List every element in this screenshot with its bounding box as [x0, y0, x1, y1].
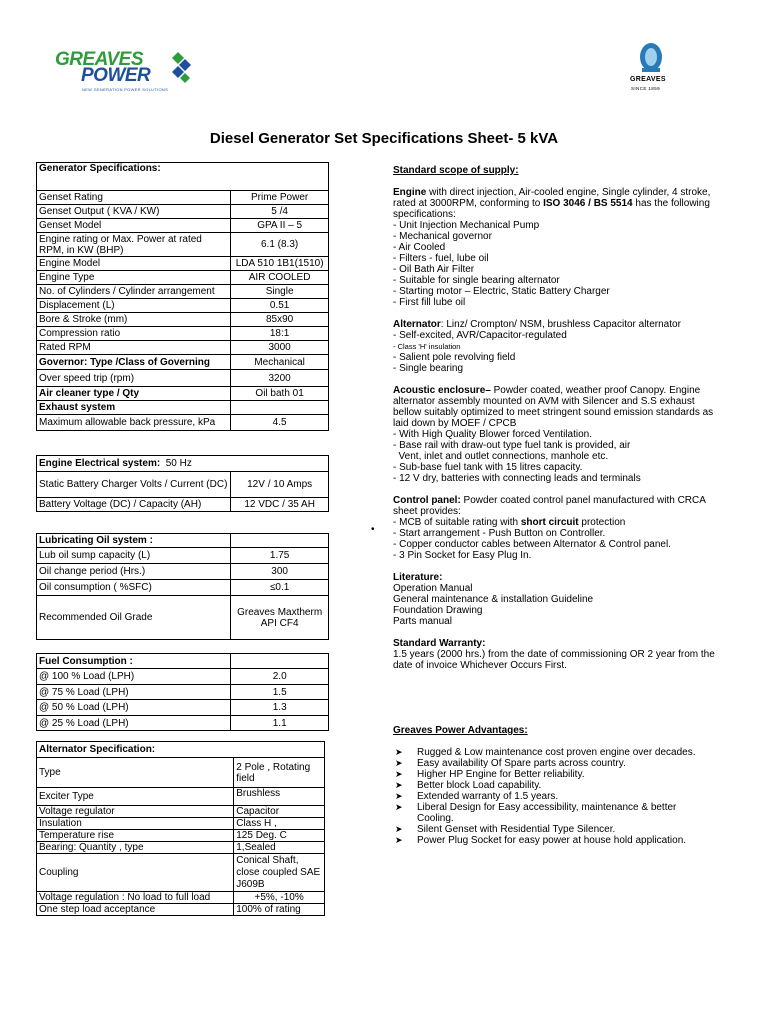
- arrow-icon: ➤: [395, 791, 403, 801]
- table-row: [37, 355, 329, 370]
- logo-diamond-icon: [170, 50, 192, 84]
- fuel-consumption-table: [36, 653, 329, 731]
- cell-value: 1.75: [231, 548, 329, 564]
- table-row: [37, 370, 329, 387]
- warranty-text: 1.5 years (2000 hrs.) from the date of commissioning OR 2 year from the date of invoice Whichever Occurs First.: [393, 649, 715, 671]
- table-row: [37, 904, 325, 916]
- arrow-icon: ➤: [395, 758, 403, 768]
- arrow-icon: ➤: [395, 824, 403, 834]
- arrow-icon: ➤: [395, 769, 403, 779]
- advantage-text: Higher HP Engine for Better reliability.: [417, 769, 585, 780]
- cell-label: Over speed trip (rpm): [37, 370, 231, 387]
- engine-spec-list: [393, 220, 723, 308]
- list-item: - Unit Injection Mechanical Pump: [393, 220, 540, 231]
- arrow-icon: ➤: [395, 835, 403, 845]
- list-item: [393, 802, 713, 824]
- table-row: [37, 669, 329, 685]
- generator-spec-table: [36, 162, 329, 431]
- table-row: [37, 716, 329, 731]
- emblem-since: SINCE 1859: [631, 86, 661, 91]
- control-panel-text: Powder coated control panel manufactured with CRCA sheet provides:: [393, 495, 706, 517]
- cell-value: 12 VDC / 35 AH: [231, 498, 329, 512]
- cell-value: 2 Pole , Rotating field: [234, 758, 325, 788]
- table-row: [37, 415, 329, 431]
- protection-text: protection: [578, 517, 626, 528]
- acoustic-list: [393, 429, 723, 484]
- literature-list: [393, 583, 723, 627]
- cell-value: GPA II – 5: [231, 219, 329, 233]
- list-item: - Start arrangement - Push Button on Controller.: [393, 528, 606, 539]
- table-row: [37, 271, 329, 285]
- cell-label: Temperature rise: [37, 830, 234, 842]
- advantages-list: [393, 747, 713, 846]
- cell-label: One step load acceptance: [37, 904, 234, 916]
- scope-heading: Standard scope of supply:: [393, 165, 519, 176]
- cell-label: Air cleaner type / Qty: [37, 387, 231, 401]
- cell-label: Compression ratio: [37, 327, 231, 341]
- greaves-emblem-logo: [626, 40, 676, 100]
- engine-text: with direct injection, Air-cooled engine, Single cylinder, 4 stroke, rated at 3000RPM, conforming to: [393, 187, 711, 209]
- cell-label: Oil consumption ( %SFC): [37, 580, 231, 596]
- list-item: - Filters - fuel, lube oil: [393, 253, 489, 264]
- list-item: [393, 769, 713, 780]
- table-row: [37, 854, 325, 892]
- warranty-label: Standard Warranty:: [393, 638, 486, 649]
- table-row: [37, 758, 325, 788]
- cell-label: Static Battery Charger Volts / Current (DC): [37, 472, 231, 498]
- list-item: [393, 791, 713, 802]
- alternator-paragraph: [393, 319, 723, 330]
- table-row: [37, 498, 329, 512]
- list-item: - 12 V dry, batteries with connecting leads and terminals: [393, 473, 641, 484]
- cell-label: Engine rating or Max. Power at rated RPM, in KW (BHP): [37, 233, 231, 257]
- table-row: [37, 387, 329, 401]
- control-panel-list: [393, 517, 723, 561]
- alternator-spec-list: [393, 330, 723, 374]
- list-item: - Sub-base fuel tank with 15 litres capacity.: [393, 462, 583, 473]
- literature-label: Literature:: [393, 572, 443, 583]
- advantage-text: Silent Genset with Residential Type Silencer.: [417, 824, 616, 835]
- scope-of-supply: [393, 165, 723, 671]
- list-item: - Suitable for single bearing alternator: [393, 275, 560, 286]
- acoustic-label: Acoustic enclosure–: [393, 385, 491, 396]
- table-row: [37, 257, 329, 271]
- lube-oil-heading: Lubricating Oil system :: [37, 534, 231, 548]
- logo-tagline: NEW GENERATION POWER SOLUTIONS: [82, 87, 169, 92]
- short-circuit-text: short circuit: [520, 517, 579, 528]
- cell-label: Voltage regulator: [37, 806, 234, 818]
- list-item: - Salient pole revolving field: [393, 352, 516, 363]
- table-row: [37, 341, 329, 355]
- emblem-name: GREAVES: [630, 76, 666, 83]
- cell-label: Coupling: [37, 854, 234, 892]
- cell-value: 18:1: [231, 327, 329, 341]
- list-item: [393, 824, 713, 835]
- alternator-heading: Alternator Specification:: [37, 742, 325, 758]
- cell-value: 1.3: [231, 700, 329, 716]
- advantage-text: Power Plug Socket for easy power at house hold application.: [417, 835, 687, 846]
- cell-label: Genset Model: [37, 219, 231, 233]
- cell-label: Type: [37, 758, 234, 788]
- advantage-text: Rugged & Low maintenance cost proven engine over decades.: [417, 747, 696, 758]
- table-row: [37, 564, 329, 580]
- cell-value: 5 /4: [231, 205, 329, 219]
- table-row: [37, 205, 329, 219]
- fuel-heading: Fuel Consumption :: [37, 654, 231, 669]
- electrical-spec-table: [36, 455, 329, 512]
- cell-value: 300: [231, 564, 329, 580]
- list-item: [393, 517, 723, 528]
- list-item: - Single bearing: [393, 363, 464, 374]
- cell-label: Recommended Oil Grade: [37, 596, 231, 640]
- arrow-icon: ➤: [395, 802, 403, 812]
- list-item: Foundation Drawing: [393, 605, 483, 616]
- table-row: [37, 327, 329, 341]
- cell-label: Bore & Stroke (mm): [37, 313, 231, 327]
- cell-value: AIR COOLED: [231, 271, 329, 285]
- advantage-text: Extended warranty of 1.5 years.: [417, 791, 559, 802]
- advantage-text: Better block Load capability.: [417, 780, 542, 791]
- table-row: [37, 219, 329, 233]
- cell-value: 1.1: [231, 716, 329, 731]
- list-item: - Starting motor – Electric, Static Battery Charger: [393, 286, 610, 297]
- list-item: - 3 Pin Socket for Easy Plug In.: [393, 550, 532, 561]
- list-item: [393, 758, 713, 769]
- cell-label: @ 75 % Load (LPH): [37, 685, 231, 700]
- list-item: - Mechanical governor: [393, 231, 492, 242]
- cell-label: Exhaust system: [37, 401, 231, 415]
- cell-label: Oil change period (Hrs.): [37, 564, 231, 580]
- electrical-heading: [37, 456, 329, 472]
- cell-label: Voltage regulation : No load to full load: [37, 892, 234, 904]
- table-row: [37, 788, 325, 806]
- cell-label: Rated RPM: [37, 341, 231, 355]
- table-row: [37, 191, 329, 205]
- cell-value: +5%, -10%: [234, 892, 325, 904]
- acoustic-paragraph: [393, 385, 723, 429]
- greaves-power-logo: [52, 48, 192, 96]
- cell-value: 3200: [231, 370, 329, 387]
- fuel-heading-blank: [231, 654, 329, 669]
- list-item: Operation Manual: [393, 583, 473, 594]
- cell-value: Capacitor: [234, 806, 325, 818]
- engine-text-end: has the following specifications:: [393, 198, 710, 220]
- cell-value: 1,Sealed: [234, 842, 325, 854]
- warranty-heading: [393, 638, 723, 649]
- cell-value: Mechanical: [231, 355, 329, 370]
- electrical-frequency: 50 Hz: [165, 458, 192, 469]
- list-item: - Self-excited, AVR/Capacitor-regulated: [393, 330, 567, 341]
- cell-value: ≤0.1: [231, 580, 329, 596]
- cell-label: Exciter Type: [37, 788, 234, 806]
- cell-label: Maximum allowable back pressure, kPa: [37, 415, 231, 431]
- advantage-text: Liberal Design for Easy accessibility, maintenance & better Cooling.: [417, 802, 677, 824]
- cell-label: Engine Type: [37, 271, 231, 285]
- control-panel-label: Control panel:: [393, 495, 461, 506]
- table-row: [37, 685, 329, 700]
- table-row: [37, 818, 325, 830]
- list-item: [393, 747, 713, 758]
- arrow-icon: ➤: [395, 780, 403, 790]
- table-row: [37, 830, 325, 842]
- alternator-spec-table: [36, 741, 325, 916]
- literature-heading: [393, 572, 723, 583]
- list-item: Vent, inlet and outlet connections, manhole etc.: [393, 451, 609, 462]
- table-row: [37, 892, 325, 904]
- lube-oil-heading-blank: [231, 534, 329, 548]
- table-row: [37, 472, 329, 498]
- cell-value: Greaves Maxtherm API CF4: [231, 596, 329, 640]
- table-row: [37, 299, 329, 313]
- electrical-heading-label: Engine Electrical system:: [39, 458, 161, 469]
- cell-value: Prime Power: [231, 191, 329, 205]
- iso-standard: ISO 3046: [543, 198, 586, 209]
- cell-label: Governor: Type /Class of Governing: [37, 355, 231, 370]
- arrow-icon: ➤: [395, 747, 403, 757]
- cell-label: Battery Voltage (DC) / Capacity (AH): [37, 498, 231, 512]
- table-row: [37, 596, 329, 640]
- list-item: - Oil Bath Air Filter: [393, 264, 475, 275]
- advantage-text: Easy availability Of Spare parts across country.: [417, 758, 626, 769]
- cell-label: Genset Rating: [37, 191, 231, 205]
- list-item: General maintenance & installation Guideline: [393, 594, 594, 605]
- cell-label: Lub oil sump capacity (L): [37, 548, 231, 564]
- table-row: [37, 233, 329, 257]
- logo-word-greaves: GREAVES: [55, 49, 144, 70]
- table-row: [37, 313, 329, 327]
- alternator-label: Alternator: [393, 319, 441, 330]
- list-item: - With High Quality Blower forced Ventilation.: [393, 429, 592, 440]
- cell-value: 100% of rating: [234, 904, 325, 916]
- list-item: - Copper conductor cables between Alternator & Control panel.: [393, 539, 671, 550]
- cell-label: @ 50 % Load (LPH): [37, 700, 231, 716]
- cell-label: Engine Model: [37, 257, 231, 271]
- list-item: - First fill lube oil: [393, 297, 466, 308]
- emblem-icon: [638, 42, 664, 74]
- cell-value: 6.1 (8.3): [231, 233, 329, 257]
- cell-value: 3000: [231, 341, 329, 355]
- cell-value: LDA 510 1B1(1510): [231, 257, 329, 271]
- cell-value: Oil bath 01: [231, 387, 329, 401]
- cell-value: 0.51: [231, 299, 329, 313]
- alternator-text: : Linz/ Crompton/ NSM, brushless Capacitor alternator: [440, 319, 681, 330]
- table-row: [37, 580, 329, 596]
- cell-value: Class H ,: [234, 818, 325, 830]
- table-row: [37, 806, 325, 818]
- table-row: [37, 700, 329, 716]
- bullet-icon: •: [371, 524, 375, 535]
- standard-separator: /: [585, 198, 594, 209]
- lube-oil-table: [36, 533, 329, 640]
- cell-value: 85x90: [231, 313, 329, 327]
- cell-value: Conical Shaft, close coupled SAE J609B: [234, 854, 325, 892]
- list-item: [393, 780, 713, 791]
- control-panel-paragraph: [393, 495, 723, 517]
- cell-label: Genset Output ( KVA / KW): [37, 205, 231, 219]
- table-row: [37, 285, 329, 299]
- engine-paragraph: [393, 187, 723, 220]
- cell-value: 4.5: [231, 415, 329, 431]
- cell-value: 125 Deg. C: [234, 830, 325, 842]
- engine-label: Engine: [393, 187, 427, 198]
- logo-word-power: POWER: [81, 65, 151, 86]
- list-item: - Base rail with draw-out type fuel tank is provided, air: [393, 440, 631, 451]
- list-item: [393, 835, 713, 846]
- page-title: Diesel Generator Set Specifications Sheet- 5 kVA: [209, 130, 559, 147]
- cell-label: No. of Cylinders / Cylinder arrangement: [37, 285, 231, 299]
- cell-value: 1.5: [231, 685, 329, 700]
- cell-value: 12V / 10 Amps: [231, 472, 329, 498]
- cell-value: Brushless: [234, 788, 325, 806]
- cell-value: [231, 401, 329, 415]
- table-row: [37, 842, 325, 854]
- advantages-heading: Greaves Power Advantages:: [393, 725, 528, 736]
- cell-label: @ 100 % Load (LPH): [37, 669, 231, 685]
- generator-spec-heading: Generator Specifications:: [37, 163, 329, 191]
- bs-standard: BS 5514: [593, 198, 633, 209]
- table-row: [37, 548, 329, 564]
- list-item: - Air Cooled: [393, 242, 446, 253]
- mcb-text: - MCB of suitable rating with: [393, 517, 521, 528]
- table-row: [37, 401, 329, 415]
- cell-label: Displacement (L): [37, 299, 231, 313]
- cell-value: Single: [231, 285, 329, 299]
- list-item: - Class 'H' insulation: [393, 342, 461, 351]
- cell-value: 2.0: [231, 669, 329, 685]
- cell-label: Insulation: [37, 818, 234, 830]
- cell-label: Bearing: Quantity , type: [37, 842, 234, 854]
- list-item: Parts manual: [393, 616, 452, 627]
- cell-label: @ 25 % Load (LPH): [37, 716, 231, 731]
- acoustic-text: Powder coated, weather proof Canopy. Engine alternator assembly mounted on AVM with Silencer and S.S exhaust bellow suitably optimized to meet stringent sound emission standards as laid down by MOEF / CPCB: [393, 385, 714, 429]
